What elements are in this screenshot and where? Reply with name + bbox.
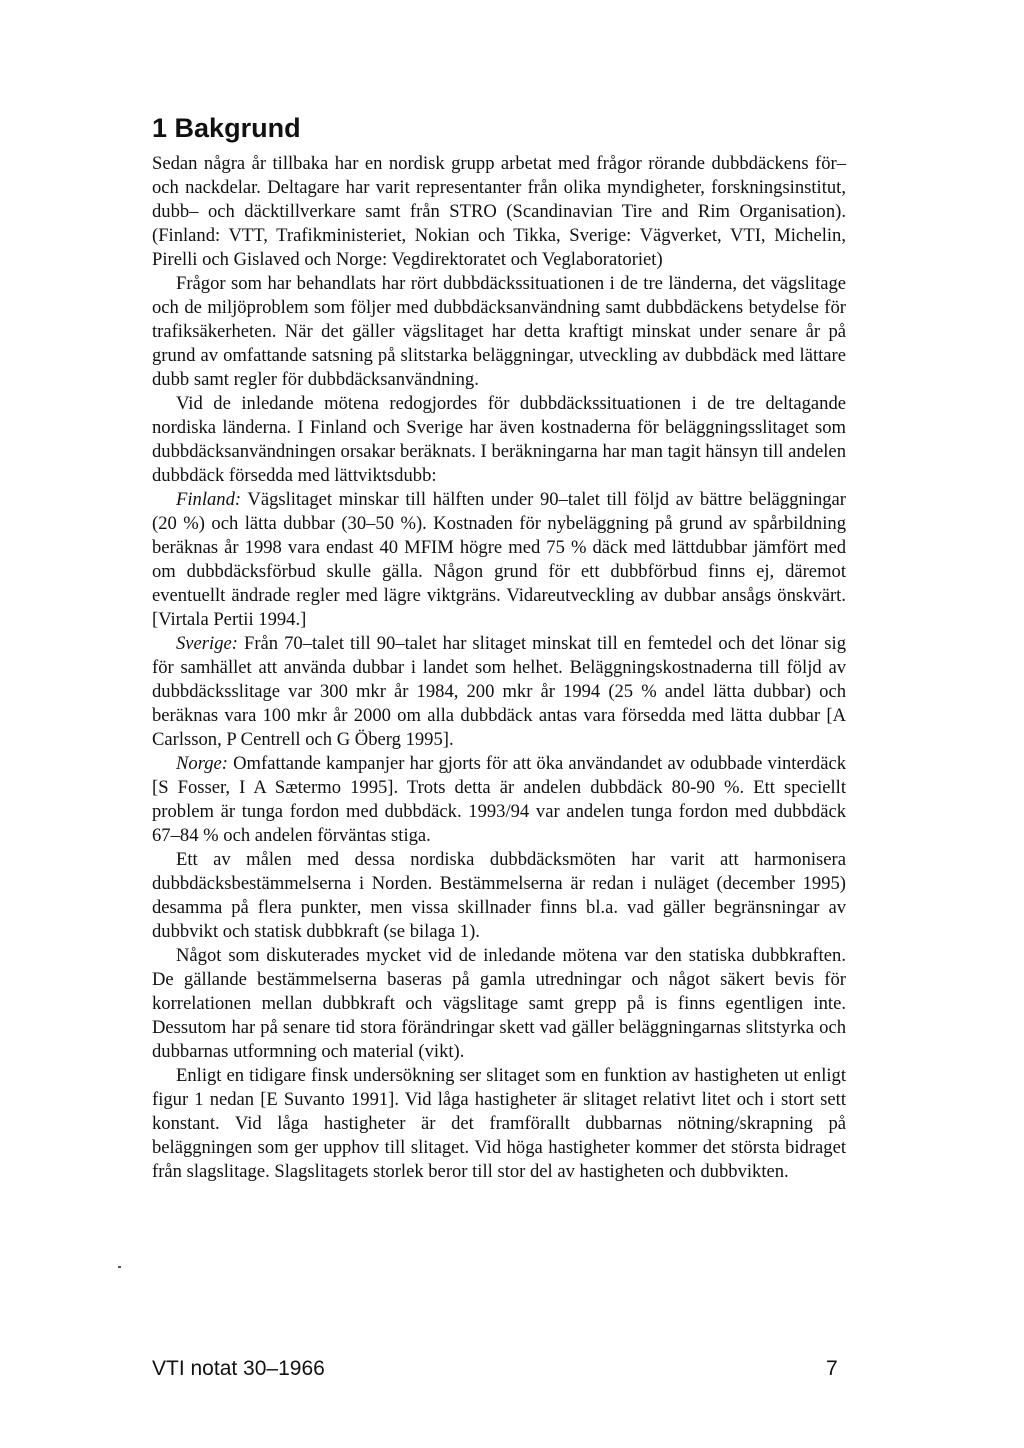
paragraph-text: Vägslitaget minskar till hälften under 90–talet till följd av bättre beläggningar (20 %) och lätta dubbar (30–50 %). Kostnaden för nybeläggning på grund av spårbildning beräknas år 1998 vara endast 40 MFIM högre med 75 % däck med lättdubbar jämfört med om dubbdäcksförbud skulle gälla. Någon grund för ett dubbförbud finns ej, däremot eventuellt ändrade regler med lägre viktgräns. Vidareutveckling av dubbar ansågs önskvärt. [Virtala Pertii 1994.] bbox=[152, 489, 846, 630]
section-number: 1 bbox=[152, 113, 168, 143]
section-heading bbox=[152, 112, 301, 144]
paragraph-text: Frågor som har behandlats har rört dubbdäckssituationen i de tre länderna, det vägslitage och de miljöproblem som följer med dubbdäcksanvändning samt dubbdäckens betydelse för trafiksäkerheten. När det gäller vägslitaget har detta kraftigt minskat under senare år på grund av omfattande satsning på slitstarka beläggningar, utveckling av dubbdäck med lättare dubb samt regler för dubbdäcksanvändning. bbox=[152, 273, 846, 390]
paragraph bbox=[152, 944, 846, 1064]
paragraph-text: Omfattande kampanjer har gjorts för att öka användandet av odubbade vinterdäck [S Fosser, I A Sætermo 1995]. Trots detta är andelen dubbdäck 80-90 %. Ett speciellt problem är tunga fordon med dubbdäck. 1993/94 var andelen tunga fordon med dubbdäck 67–84 % och andelen förväntas stiga. bbox=[152, 753, 846, 846]
paragraph bbox=[152, 272, 846, 392]
paragraph-text: Sedan några år tillbaka har en nordisk grupp arbetat med frågor rörande dubbdäckens för– och nackdelar. Deltagare har varit representanter från olika myndigheter, forskningsinstitut, dubb– och däcktillverkare samt från STRO (Scandinavian Tire and Rim Organisation). (Finland: VTT, Trafikministeriet, Nokian och Tikka, Sverige: Vägverket, VTI, Michelin, Pirelli och Gislaved och Norge: Vegdirektoratet och Veglaboratoriet) bbox=[152, 153, 846, 270]
paragraph-text: Ett av målen med dessa nordiska dubbdäcksmöten har varit att harmonisera dubbdäcksbestämmelserna i Norden. Bestämmelserna är redan i nuläget (december 1995) desamma på flera punkter, men vissa skillnader finns bl.a. vad gäller begränsningar av dubbvikt och statisk dubbkraft (se bilaga 1). bbox=[152, 849, 846, 942]
paragraph bbox=[152, 152, 846, 272]
paragraph-norge bbox=[152, 752, 846, 848]
paragraph-text: Enligt en tidigare finsk undersökning ser slitaget som en funktion av hastigheten ut enligt figur 1 nedan [E Suvanto 1991]. Vid låga hastigheter är slitaget relativt litet och i stort sett konstant. Vid låga hastigheter är det framförallt dubbarnas nötning/skrapning på beläggningen som ger upphov till slitaget. Vid höga hastigheter kommer det största bidraget från slagslitage. Slagslitagets storlek beror till stor del av hastigheten och dubbvikten. bbox=[152, 1065, 846, 1182]
country-label-finland: Finland: bbox=[176, 489, 242, 510]
page-number: 7 bbox=[826, 1357, 838, 1380]
body-text bbox=[152, 152, 846, 1184]
footer-report-id: VTI notat 30–1966 bbox=[152, 1357, 325, 1380]
country-label-sverige: Sverige: bbox=[176, 633, 238, 654]
paragraph bbox=[152, 848, 846, 944]
country-label-norge: Norge: bbox=[176, 753, 228, 774]
paragraph-text: Något som diskuterades mycket vid de inledande mötena var den statiska dubbkraften. De gällande bestämmelserna baseras på gamla utredningar och något säkert bevis för korrelationen mellan dubbkraft och vägslitage samt grepp på is finns egentligen inte. Dessutom har på senare tid stora förändringar skett vad gäller beläggningarnas slitstyrka och dubbarnas utformning och material (vikt). bbox=[152, 945, 846, 1062]
scan-speck bbox=[118, 1266, 121, 1268]
paragraph-text: Från 70–talet till 90–talet har slitaget minskat till en femtedel och det lönar sig för samhället att använda dubbar i landet som helhet. Beläggningskostnaderna till följd av dubbdäcksslitage var 300 mkr år 1984, 200 mkr år 1994 (25 % andel lätta dubbar) och beräknas vara 100 mkr år 2000 om alla dubbdäck antas vara försedda med lätta dubbar [A Carlsson, P Centrell och G Öberg 1995]. bbox=[152, 633, 846, 750]
paragraph bbox=[152, 392, 846, 488]
paragraph-text: Vid de inledande mötena redogjordes för dubbdäckssituationen i de tre deltagande nordiska länderna. I Finland och Sverige har även kostnaderna för beläggningsslitaget som dubbdäcksanvändningen orsakar beräknats. I beräkningarna har man tagit hänsyn till andelen dubbdäck försedda med lättviktsdubb: bbox=[152, 393, 846, 486]
section-title: Bakgrund bbox=[174, 113, 301, 143]
paragraph-finland bbox=[152, 488, 846, 632]
paragraph bbox=[152, 1064, 846, 1184]
paragraph-sverige bbox=[152, 632, 846, 752]
